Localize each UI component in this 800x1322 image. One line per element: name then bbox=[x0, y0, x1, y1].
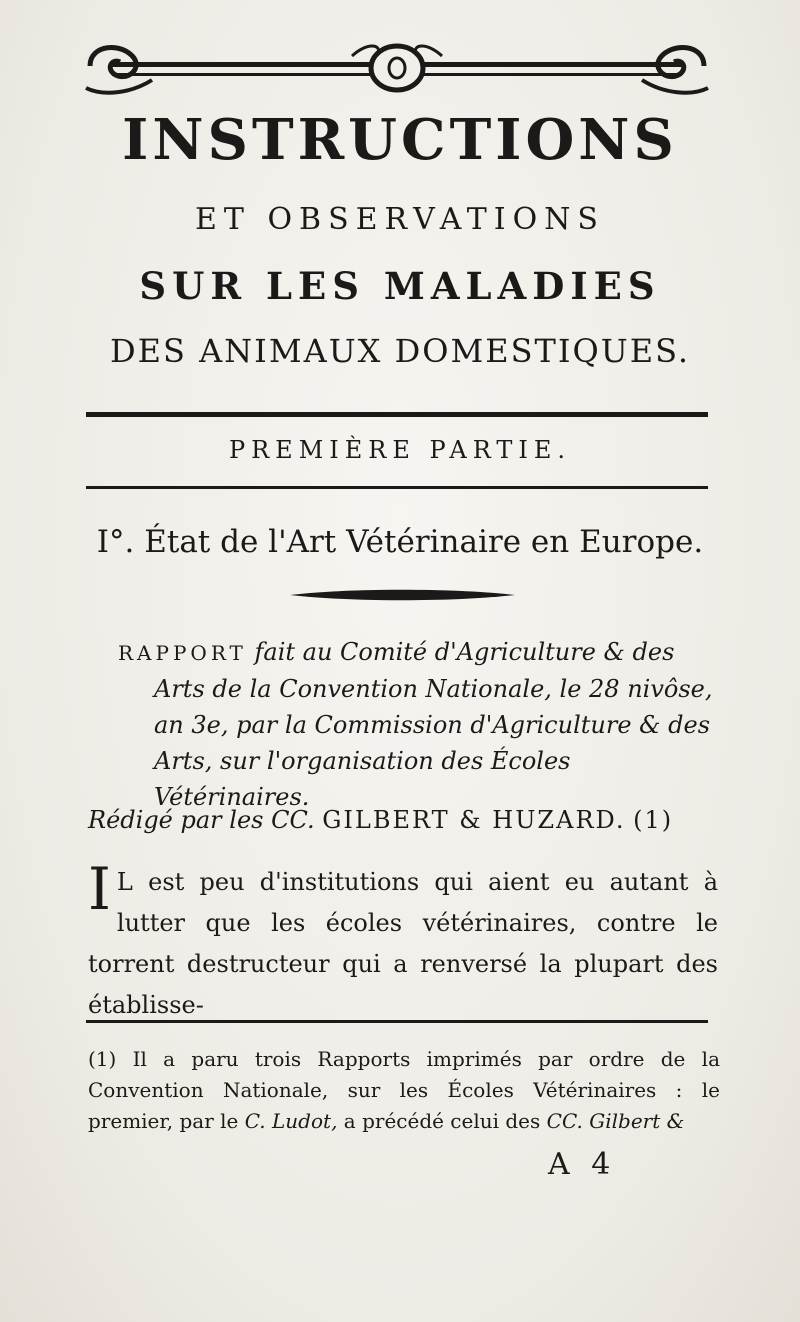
report-paragraph bbox=[118, 634, 718, 815]
report-line: Arts, sur l'organisation des Écoles Vétérinaires. bbox=[154, 747, 571, 811]
title-line-4: DES ANIMAUX DOMESTIQUES. bbox=[109, 332, 691, 370]
drop-cap: I bbox=[88, 855, 111, 923]
ornamental-dash-icon bbox=[290, 588, 515, 602]
signature-mark: A 4 bbox=[548, 1147, 617, 1182]
title-line-2: ET OBSERVATIONS bbox=[195, 202, 605, 237]
part-heading: PREMIÈRE PARTIE. bbox=[228, 436, 572, 464]
divider-rule bbox=[86, 1020, 708, 1023]
report-line: Arts de la Convention Nationale, le 28 nivôse, bbox=[154, 675, 713, 703]
divider-rule bbox=[86, 412, 708, 417]
divider-rule bbox=[86, 486, 708, 489]
report-lead: RAPPORT bbox=[118, 641, 247, 665]
footnote-reference: (1) bbox=[633, 806, 674, 834]
report-line: an 3e, par la Commission d'Agriculture & des bbox=[154, 711, 711, 739]
section-heading: I°. État de l'Art Vétérinaire en Europe. bbox=[96, 524, 704, 560]
title-main: INSTRUCTIONS bbox=[122, 107, 678, 173]
authors-names: GILBERT & HUZARD. bbox=[322, 806, 626, 834]
title-line-3: SUR LES MALADIES bbox=[139, 264, 661, 308]
ornamental-header-icon bbox=[82, 36, 712, 104]
authors-line: Rédigé par les CC. GILBERT & HUZARD. (1) bbox=[88, 806, 674, 834]
report-line: RAPPORT fait au Comité d'Agriculture & des bbox=[118, 638, 675, 666]
footnote: (1) Il a paru trois Rapports imprimés par ordre de la Convention Nationale, sur les Écoles Vétérinaires : le premier, par le C. Ludot, a précédé celui des CC. Gilbert & bbox=[88, 1047, 720, 1133]
body-paragraph: I L est peu d'institutions qui aient eu autant à lutter que les écoles vétérinaires, contre le torrent destructeur qui a renversé la plupart des établisse- bbox=[88, 855, 718, 1019]
